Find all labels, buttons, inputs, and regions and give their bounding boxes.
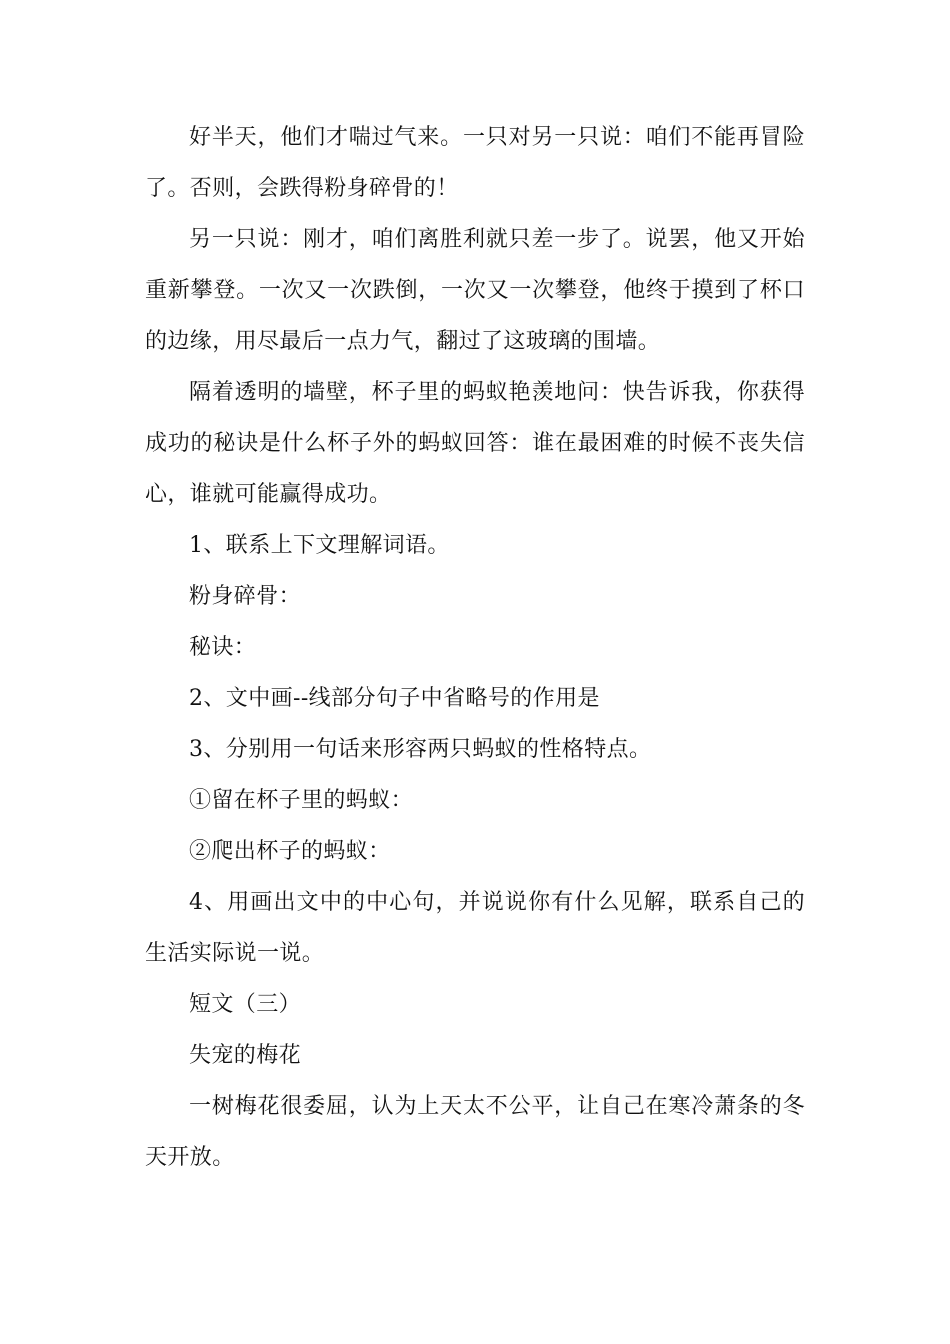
question-3-item-1: ①留在杯子里的蚂蚁：	[189, 788, 414, 813]
paragraph-3: 隔着透明的墙壁，杯子里的蚂蚁艳羡地问：快告诉我，你获得成功的秘诀是什么杯子外的蚂蚁回答：谁在最困难的时候不丧失信心，谁就可能赢得成功。	[145, 380, 805, 507]
question-1: 1、联系上下文理解词语。	[189, 533, 450, 558]
question-3: 3、分别用一句话来形容两只蚂蚁的性格特点。	[189, 737, 652, 762]
story-title: 失宠的梅花	[189, 1043, 302, 1068]
question-1-term-1: 粉身碎骨：	[189, 584, 302, 609]
question-4: 4、用画出文中的中心句，并说说你有什么见解，联系自己的生活实际说一说。	[145, 890, 805, 966]
question-2: 2、文中画--线部分句子中省略号的作用是	[189, 686, 600, 711]
story-paragraph-1: 一树梅花很委屈，认为上天太不公平，让自己在寒冷萧条的冬天开放。	[145, 1094, 805, 1170]
question-1-term-2: 秘诀：	[189, 635, 257, 660]
section-heading: 短文（三）	[189, 992, 302, 1017]
paragraph-2: 另一只说：刚才，咱们离胜利就只差一步了。说罢，他又开始重新攀登。一次又一次跌倒，一次又一次攀登，他终于摸到了杯口的边缘，用尽最后一点力气，翻过了这玻璃的围墙。	[145, 227, 805, 354]
paragraph-1: 好半天，他们才喘过气来。一只对另一只说：咱们不能再冒险了。否则，会跌得粉身碎骨的！	[145, 125, 805, 201]
question-3-item-2: ②爬出杯子的蚂蚁：	[189, 839, 391, 864]
document-body	[145, 112, 805, 1183]
